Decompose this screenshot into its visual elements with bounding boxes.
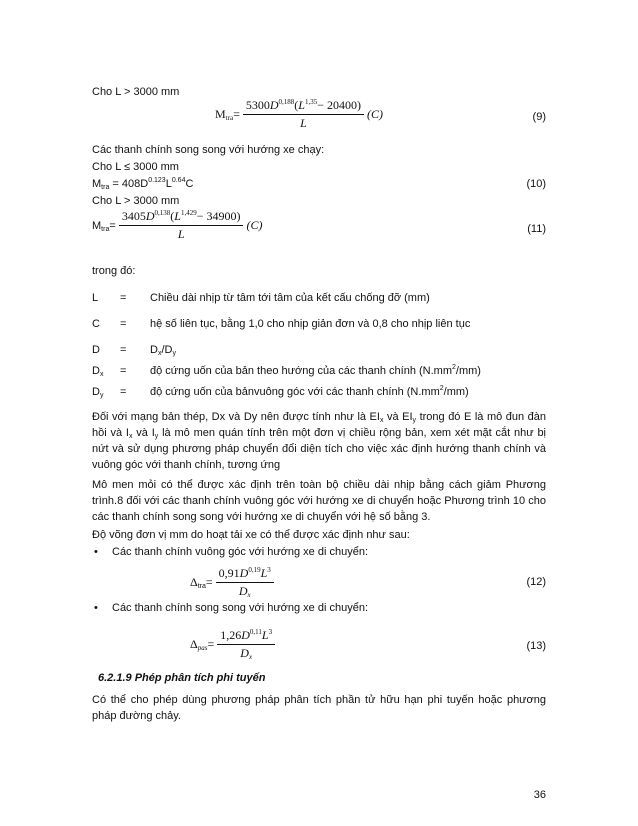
section-heading: 6.2.1.9 Phép phân tích phi tuyến — [98, 672, 266, 684]
eq9-lhs-sub: tra — [225, 114, 234, 122]
para-sub: y — [412, 417, 417, 424]
eq13-var-d: D — [241, 628, 250, 642]
eq12-var-l: L — [260, 566, 268, 580]
eq11-exp-l: 1,429 — [180, 209, 197, 217]
equation-10 — [92, 178, 193, 190]
eq9-open: ( — [294, 98, 299, 112]
eq13-den-sub: x — [248, 653, 253, 661]
paragraph-fatigue-moment: Mô men mỏi có thể được xác định trên toàn bộ chiều dài nhịp bằng cách giảm Phương trình.8 đối với các thanh chính vuông góc với hướng xe di chuyển hoặc Phương trình 10 cho các thanh chính song song với hướng xe di chuyển với hệ số bằng 3. — [92, 479, 546, 523]
eq9-var-d: D — [269, 98, 279, 112]
eq9-equals: = — [233, 107, 240, 121]
para-text: là mô men quán tính trên một đơn vị chiều rộng bản, xem xét mặt cắt như bị nứt và sử dụng phương pháp chuyển đổi diện tích cho việc xác định hướng thanh chính và vuông góc với thanh chính, tương ứng — [92, 427, 547, 471]
symbol-sub: y — [99, 392, 104, 399]
desc-sup: 2 — [452, 364, 456, 371]
eq12-equals: = — [205, 575, 213, 589]
definition-equals: = — [120, 386, 127, 398]
eq12-var-d: D — [239, 566, 249, 580]
para-text: Đối với mạng bản thép, Dx và Dy nên được tính như là EI — [92, 411, 380, 423]
where-label: trong đó: — [92, 265, 136, 277]
desc-part: /mm) — [455, 365, 481, 377]
eq11-const: − 34900 — [196, 209, 237, 223]
definition-description: hệ số liên tục, bằng 1,0 cho nhịp giản đơn và 0,8 cho nhịp liên tục — [150, 318, 471, 330]
eq11-fraction — [119, 209, 244, 242]
eq12-exp-d: 0,19 — [248, 566, 261, 574]
eq11-open: ( — [170, 209, 175, 223]
symbol-sub: x — [99, 371, 104, 378]
definition-symbol: C — [92, 318, 100, 330]
bullet-icon: • — [94, 602, 98, 614]
page-number: 36 — [533, 789, 546, 801]
definition-equals: = — [120, 344, 127, 356]
eq9-var-l: L — [298, 98, 305, 112]
para-text: và I — [132, 427, 155, 439]
desc-part: độ cứng uốn của bảnvuông góc với các thanh chính (N.mm — [150, 386, 440, 398]
eq11-close: ) — [236, 209, 241, 223]
parallel-bars-intro: Các thanh chính song song với hướng xe chạy: — [92, 144, 325, 156]
eq13-var-l: L — [261, 628, 269, 642]
definition-symbol — [92, 365, 103, 377]
equation-number-12: (12) — [526, 576, 546, 588]
eq9-exp-l: 1,35 — [304, 98, 318, 106]
para-sub: y — [154, 433, 159, 440]
eq9-denominator: L — [300, 116, 307, 130]
eq9-lhs: M — [215, 107, 226, 121]
eq11-var-d: D — [145, 209, 155, 223]
eq11-coef: 3405 — [121, 209, 146, 223]
definition-equals: = — [120, 292, 127, 304]
eq13-lhs: Δ — [190, 637, 198, 651]
condition-text: Cho L ≤ 3000 mm — [92, 161, 179, 173]
desc-sub: x — [157, 350, 162, 357]
eq10-exp-d: 0.123 — [148, 177, 166, 184]
eq10-exp-l: 0.64 — [171, 177, 186, 184]
equation-9 — [215, 98, 383, 131]
equation-number-9: (9) — [532, 111, 546, 123]
eq13-fraction — [217, 628, 275, 661]
eq11-exp-d: 0,138 — [154, 209, 171, 217]
eq12-exp-l: 3 — [267, 566, 271, 574]
equation-12 — [190, 566, 274, 599]
para-sub: x — [379, 417, 384, 424]
desc-part: D — [150, 344, 158, 356]
eq11-tail: (C) — [246, 218, 263, 232]
eq9-close: ) — [356, 98, 361, 112]
definition-symbol: L — [92, 292, 99, 304]
condition-text: Cho L > 3000 mm — [92, 86, 180, 98]
eq10-lhs-sub: tra — [101, 184, 110, 191]
desc-part: /mm) — [443, 386, 469, 398]
bullet-text: Các thanh chính song song với hướng xe di chuyển: — [112, 602, 369, 614]
symbol-main: D — [92, 386, 100, 398]
eq11-equals: = — [109, 219, 116, 232]
eq13-exp-d: 0,11 — [249, 628, 262, 636]
eq10-lhs: M — [92, 178, 102, 190]
eq9-const: − 20400 — [317, 98, 357, 112]
definition-description: Chiều dài nhịp từ tâm tới tâm của kết cấu chống đỡ (mm) — [150, 292, 430, 304]
definition-description — [150, 365, 481, 377]
eq10-rhs-b: L — [165, 178, 172, 190]
eq11-denominator: L — [177, 227, 185, 241]
eq9-coef: 5300 — [245, 98, 270, 112]
eq9-fraction — [243, 98, 364, 131]
definition-equals: = — [120, 318, 127, 330]
paragraph-deflection: Độ võng đơn vị mm do hoạt tải xe có thể được xác định như sau: — [92, 529, 410, 541]
desc-sup: 2 — [439, 385, 444, 392]
definition-equals: = — [120, 365, 127, 377]
eq13-den: D — [240, 646, 249, 660]
para-text: và EI — [383, 411, 413, 423]
eq9-exp-d: 0,188 — [278, 98, 295, 106]
equation-number-11: (11) — [527, 223, 546, 235]
eq12-lhs-sub: tra — [197, 583, 206, 590]
eq11-var-l: L — [174, 209, 181, 223]
eq10-rhs-a: = 408D — [109, 178, 149, 190]
equation-13 — [190, 628, 275, 661]
bullet-icon: • — [94, 546, 98, 558]
equation-number-13: (13) — [526, 640, 546, 652]
desc-part: độ cứng uốn của bản theo hướng của các thanh chính (N.mm — [150, 365, 453, 377]
eq13-lhs-sub: pas — [197, 644, 208, 652]
para-text: trong đó E là mô đun đàn hồi và I — [92, 411, 547, 439]
equation-11 — [92, 209, 263, 242]
equation-number-10: (10) — [526, 178, 546, 190]
definition-symbol — [92, 386, 103, 398]
eq13-coef: 1,26 — [220, 628, 242, 642]
eq12-fraction — [216, 566, 274, 599]
definition-description — [150, 386, 469, 398]
eq12-lhs: Δ — [190, 575, 198, 589]
eq12-den: D — [238, 584, 248, 598]
condition-text: Cho L > 3000 mm — [92, 195, 180, 207]
para-sub: x — [128, 433, 133, 440]
eq10-rhs-c: C — [185, 178, 194, 190]
section-body: Có thể cho phép dùng phương pháp phân tích phần tử hữu hạn phi tuyến hoặc phương pháp đường chảy. — [92, 694, 546, 722]
eq9-tail: (C) — [366, 107, 383, 121]
desc-sub: y — [172, 350, 176, 357]
eq11-lhs-sub: tra — [101, 225, 110, 233]
eq11-lhs: M — [92, 219, 102, 232]
paragraph-steel-grid — [92, 409, 546, 473]
eq12-den-sub: x — [247, 591, 251, 599]
definition-symbol: D — [92, 344, 100, 356]
desc-part: /D — [161, 344, 173, 356]
bullet-text: Các thanh chính vuông góc với hướng xe di chuyển: — [112, 546, 369, 558]
eq13-equals: = — [207, 637, 215, 651]
symbol-main: D — [92, 365, 100, 377]
eq12-coef: 0,91 — [218, 566, 240, 580]
eq13-exp-l: 3 — [268, 628, 273, 636]
definition-description — [150, 344, 176, 356]
